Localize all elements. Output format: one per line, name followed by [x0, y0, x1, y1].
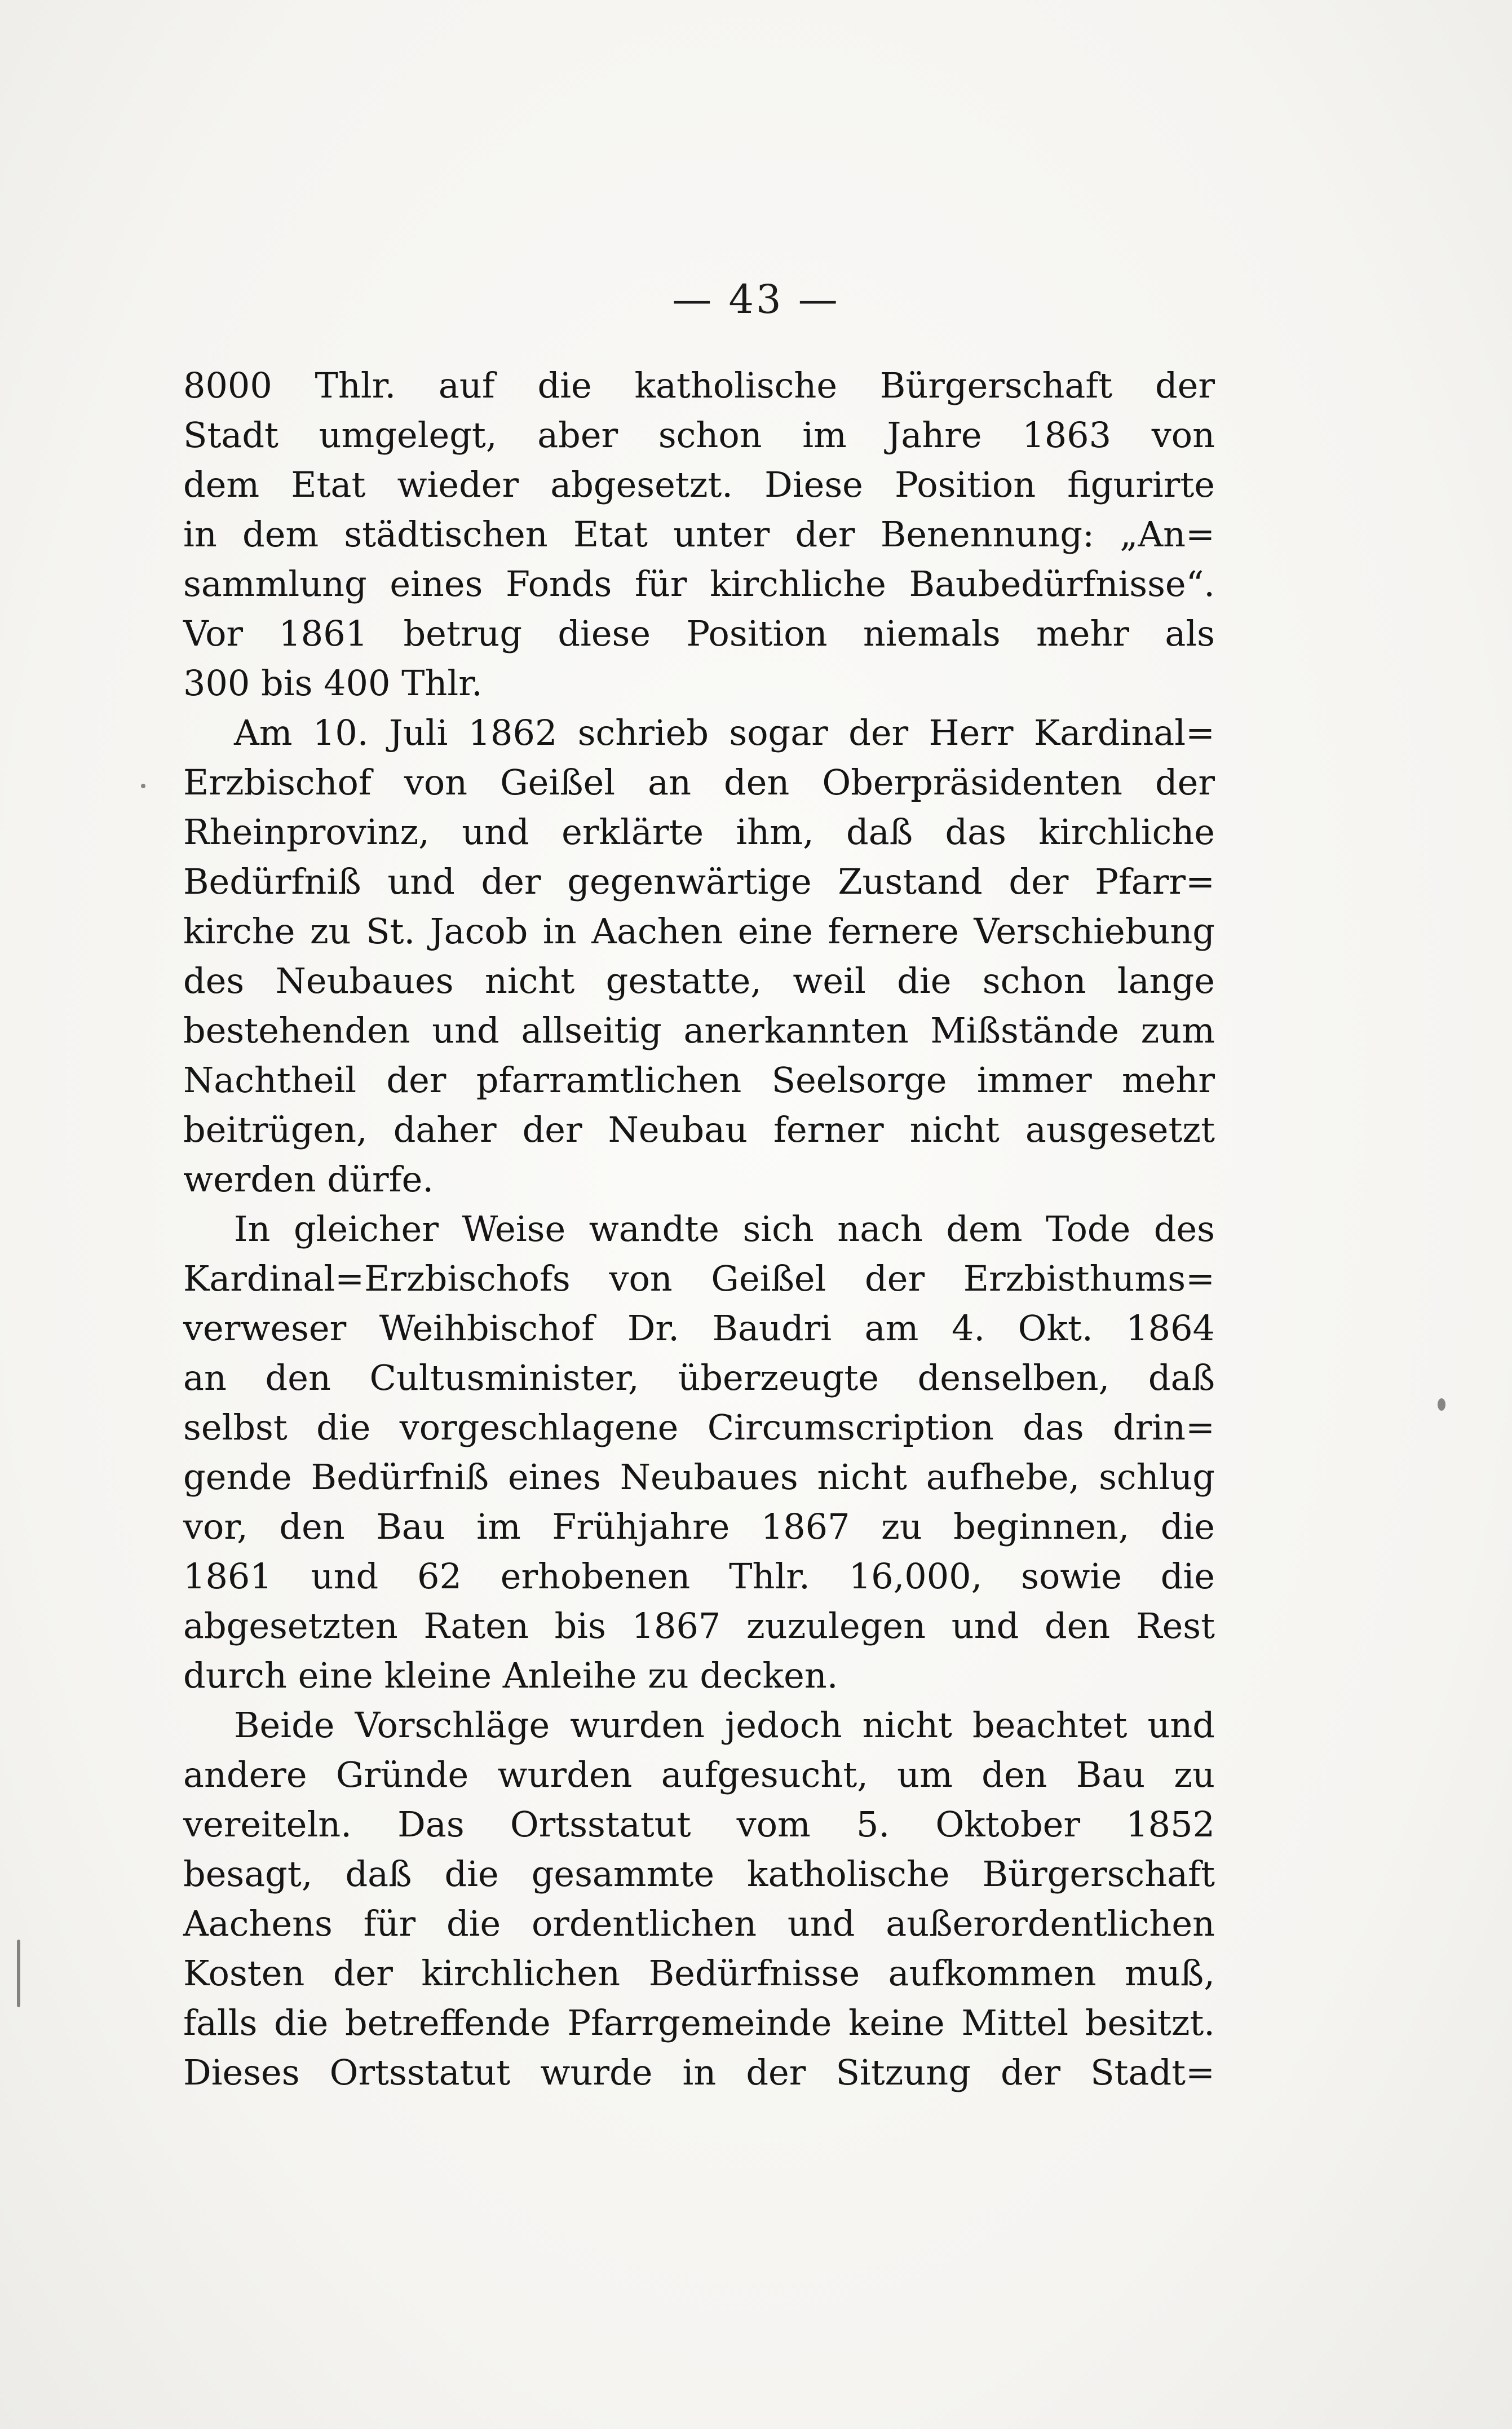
text-line: Erzbischof von Geißel an den Oberpräsidenten der [183, 762, 1215, 803]
text-line: kirche zu St. Jacob in Aachen eine fernere Verschiebung [183, 911, 1215, 952]
text-line: bestehenden und allseitig anerkannten Mißstände zum [183, 1010, 1215, 1051]
text-line: Dieses Ortsstatut wurde in der Sitzung der Stadt= [183, 2052, 1215, 2093]
text-line: abgesetzten Raten bis 1867 zuzulegen und den Rest [183, 1605, 1215, 1646]
text-line: beitrügen, daher der Neubau ferner nicht ausgesetzt [183, 1109, 1215, 1150]
text-line: Am 10. Juli 1862 schrieb sogar der Herr Kardinal= [234, 712, 1215, 753]
text-line: Bedürfniß und der gegenwärtige Zustand der Pfarr= [183, 861, 1215, 902]
text-line: werden dürfe. [183, 1159, 434, 1200]
text-line: durch eine kleine Anleihe zu decken. [183, 1655, 838, 1696]
text-line: 8000 Thlr. auf die katholische Bürgerschaft der [183, 365, 1215, 406]
text-line: Nachtheil der pfarramtlichen Seelsorge immer mehr [183, 1059, 1215, 1101]
text-line: Stadt umgelegt, aber schon im Jahre 1863 von [183, 414, 1215, 456]
body-text [183, 361, 1215, 2097]
print-speck [141, 784, 145, 788]
text-line: In gleicher Weise wandte sich nach dem Tode des [234, 1208, 1215, 1249]
print-speck [17, 1940, 20, 2007]
page-number: — 43 — [672, 276, 840, 323]
text-line: vor, den Bau im Frühjahre 1867 zu beginnen, die [183, 1506, 1215, 1547]
text-line: 1861 und 62 erhobenen Thlr. 16,000, sowie die [183, 1556, 1215, 1597]
text-line: gende Bedürfniß eines Neubaues nicht aufhebe, schlug [183, 1456, 1215, 1498]
text-line: Kardinal=Erzbischofs von Geißel der Erzbisthums= [183, 1258, 1215, 1299]
text-line: verweser Weihbischof Dr. Baudri am 4. Okt. 1864 [183, 1308, 1215, 1349]
text-line: des Neubaues nicht gestatte, weil die schon lange [183, 960, 1215, 1001]
text-line: Beide Vorschläge wurden jedoch nicht beachtet und [234, 1704, 1215, 1746]
text-line: andere Gründe wurden aufgesucht, um den Bau zu [183, 1754, 1215, 1795]
text-line: in dem städtischen Etat unter der Benennung: „An= [183, 514, 1215, 555]
text-line: Aachens für die ordentlichen und außerordentlichen [183, 1903, 1215, 1944]
text-line: 300 bis 400 Thlr. [183, 663, 483, 704]
text-line: vereiteln. Das Ortsstatut vom 5. Oktober 1852 [183, 1804, 1215, 1845]
print-speck [1438, 1398, 1445, 1411]
text-line: sammlung eines Fonds für kirchliche Baubedürfnisse“. [183, 563, 1215, 604]
text-line: Vor 1861 betrug diese Position niemals mehr als [183, 613, 1215, 654]
text-line: falls die betreffende Pfarrgemeinde keine Mittel besitzt. [183, 2002, 1215, 2043]
text-line: selbst die vorgeschlagene Circumscription das drin= [183, 1407, 1215, 1448]
text-line: Rheinprovinz, und erklärte ihm, daß das kirchliche [183, 811, 1215, 853]
text-line: besagt, daß die gesammte katholische Bürgerschaft [183, 1853, 1215, 1894]
text-line: Kosten der kirchlichen Bedürfnisse aufkommen muß, [183, 1953, 1215, 1994]
text-line: dem Etat wieder abgesetzt. Diese Position figurirte [183, 464, 1215, 505]
text-line: an den Cultusminister, überzeugte denselben, daß [183, 1357, 1215, 1398]
